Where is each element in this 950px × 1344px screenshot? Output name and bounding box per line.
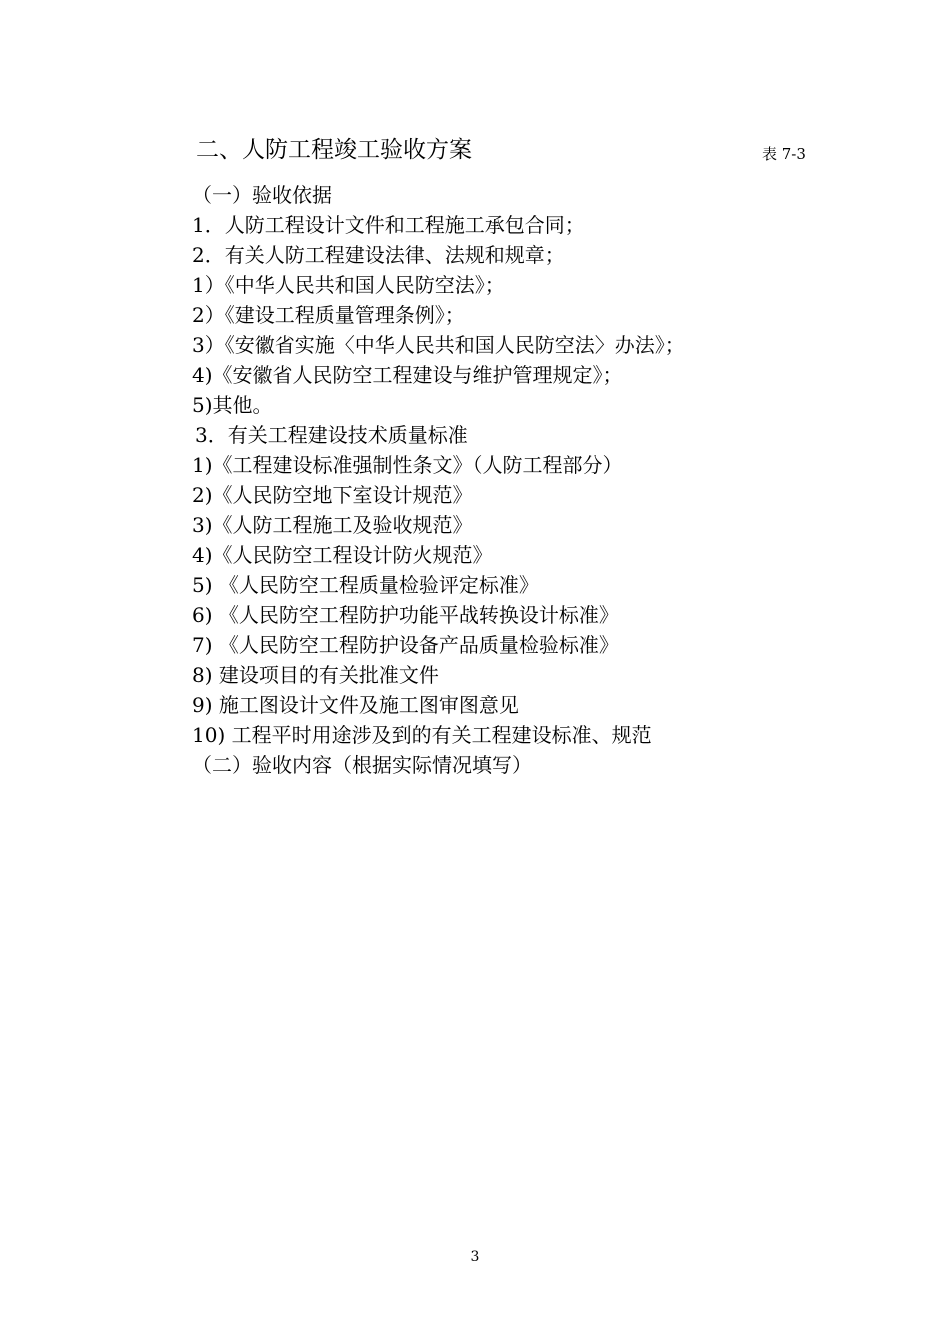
list-item: 5) 《人民防空工程质量检验评定标准》 <box>192 573 539 597</box>
list-item: 5)其他。 <box>192 393 273 417</box>
document-body <box>192 180 912 780</box>
list-item: 4)《安徽省人民防空工程建设与维护管理规定》； <box>192 363 623 387</box>
list-item: 3）《安徽省实施〈中华人民共和国人民防空法〉办法》； <box>192 333 685 357</box>
section-heading-content: （二）验收内容（根据实际情况填写） <box>192 753 532 777</box>
table-number: 表 7-3 <box>762 145 806 163</box>
list-item: 3)《人防工程施工及验收规范》 <box>192 513 473 537</box>
list-item: 1．人防工程设计文件和工程施工承包合同； <box>192 213 585 237</box>
list-item: 1)《工程建设标准强制性条文》（人防工程部分） <box>192 453 623 477</box>
list-item: 4)《人民防空工程设计防火规范》 <box>192 543 493 567</box>
list-item: 2．有关人防工程建设法律、法规和规章； <box>192 243 565 267</box>
document-title: 二、人防工程竣工验收方案 <box>196 137 472 163</box>
list-item: 8) 建设项目的有关批准文件 <box>192 663 439 687</box>
list-item: 2）《建设工程质量管理条例》； <box>192 303 465 327</box>
list-item: 3．有关工程建设技术质量标准 <box>195 423 468 447</box>
list-item: 10) 工程平时用途涉及到的有关工程建设标准、规范 <box>192 723 652 747</box>
list-item: 9) 施工图设计文件及施工图审图意见 <box>192 693 519 717</box>
list-item: 2)《人民防空地下室设计规范》 <box>192 483 473 507</box>
section-heading-basis: （一）验收依据 <box>192 183 332 207</box>
list-item: 6) 《人民防空工程防护功能平战转换设计标准》 <box>192 603 619 627</box>
list-item: 1）《中华人民共和国人民防空法》； <box>192 273 505 297</box>
list-item: 7) 《人民防空工程防护设备产品质量检验标准》 <box>192 633 619 657</box>
page-number: 3 <box>470 1249 480 1265</box>
